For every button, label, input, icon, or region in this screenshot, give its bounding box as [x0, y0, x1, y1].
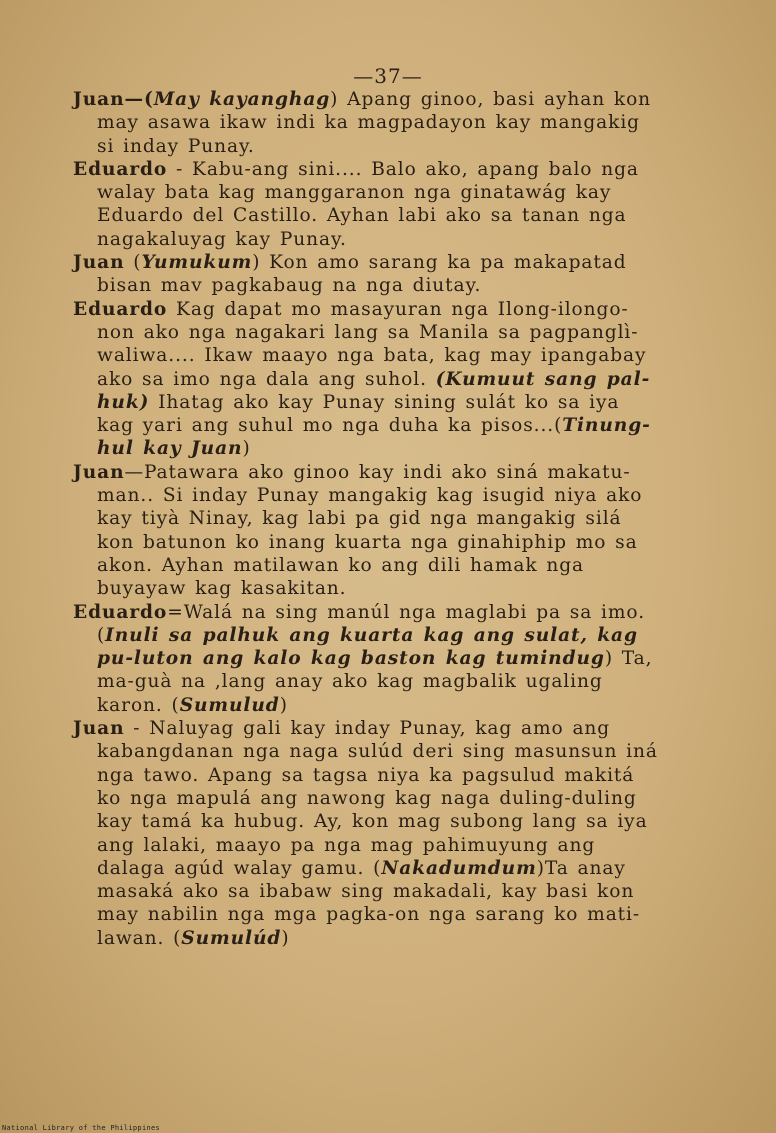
dialogue-line: Ihatag ako kay Punay sining sulát ko sa iya kag yari ang suhul mo nga duha ka pisos...( [97, 391, 620, 437]
stage-direction: Inuli sa palhuk ang kuarta kag ang sulat, kag pu-luton ang kalo kag baston kag tumindug [97, 624, 638, 670]
dialogue-text [73, 88, 665, 950]
speaker-name: Eduardo [73, 601, 168, 623]
page-number: —37— [353, 64, 423, 88]
speaker-name: Juan [73, 252, 125, 274]
stage-direction: Sumulúd [181, 927, 282, 949]
dialogue-line: =Walá na sing manúl nga maglabi pa sa imo. ( [97, 601, 646, 646]
stage-direction: Yumukum [141, 252, 253, 274]
dialogue-line: ) Kon amo sarang ka pa makapatad bisan mav pagkabaug na nga diutay. [97, 252, 627, 297]
speaker-name: Juan—( [73, 89, 154, 110]
dialogue-line: - Kabu-ang sini.... Balo ako, apang balo nga walay bata kag manggaranon nga ginatawág kay Eduardo del Castillo. Ayhan labi ako sa tanan nga nagakaluyag kay Punay. [97, 158, 639, 250]
stage-direction: (Kumuut sang pal-huk) [97, 368, 651, 413]
speaker-name: Juan [73, 461, 125, 483]
dialogue-line: ) [279, 694, 288, 716]
dialogue-paragraph [73, 88, 665, 158]
dialogue-paragraph [73, 158, 665, 251]
dialogue-paragraph [73, 717, 665, 950]
dialogue-line: ( [124, 252, 142, 274]
stage-direction: Tinung-hul kay Juan [97, 415, 651, 460]
speaker-name: Eduardo [73, 158, 168, 180]
speaker-name: Eduardo [73, 298, 168, 320]
dialogue-line: ) Ta, ma-guà na ,lang anay ako kag magbalik ugaling karon. ( [97, 648, 653, 716]
stage-direction: May kayanghag [153, 89, 331, 110]
dialogue-line: )Ta anay masaká ako sa ibabaw sing makadali, kay basi kon may nabilin nga mga pagka-on nga sarang ko mati-lawan. ( [97, 857, 641, 949]
dialogue-line: ) [281, 927, 290, 949]
dialogue-paragraph [73, 251, 665, 298]
dialogue-paragraph [73, 601, 665, 717]
dialogue-line: ) Apang ginoo, basi ayhan kon may asawa ikaw indi ka magpadayon kay mangakig si inday Punay. [97, 89, 652, 157]
dialogue-line: —Patawara ako ginoo kay indi ako siná makatu-man.. Si inday Punay mangakig kag isugid niya ako kay tiyà Ninay, kag labi pa gid nga mangakig silá kon batunon ko inang kuarta nga ginahiphip mo sa akon. Ayhan matilawan ko ang dili hamak nga buyayaw kag kasakitan. [97, 461, 643, 600]
dialogue-paragraph [73, 298, 665, 461]
dialogue-line: ) [242, 438, 251, 460]
dialogue-paragraph [73, 461, 665, 601]
stage-direction: Nakadumdum [381, 857, 537, 879]
library-footer: National Library of the Philippines [2, 1124, 161, 1132]
dialogue-line: - Naluyag gali kay inday Punay, kag amo ang kabangdanan nga naga sulúd deri sing masunsun iná nga tawo. Apang sa tagsa niya ka pagsulud makitá ko nga mapulá ang nawong kag naga duling-duling kay tamá ka hubug. Ay, kon mag subong lang sa iya ang lalaki, maayo pa nga mag pahimuyung ang dalaga agúd walay gamu. ( [97, 718, 658, 879]
dialogue-line: Kag dapat mo masayuran nga Ilong-ilongo-non ako nga nagakari lang sa Manila sa pagpanglì-waliwa.... Ikaw maayo nga bata, kag may ipangabay ako sa imo nga dala ang suhol. [97, 298, 647, 390]
speaker-name: Juan [73, 718, 125, 740]
stage-direction: Sumulud [179, 694, 280, 716]
